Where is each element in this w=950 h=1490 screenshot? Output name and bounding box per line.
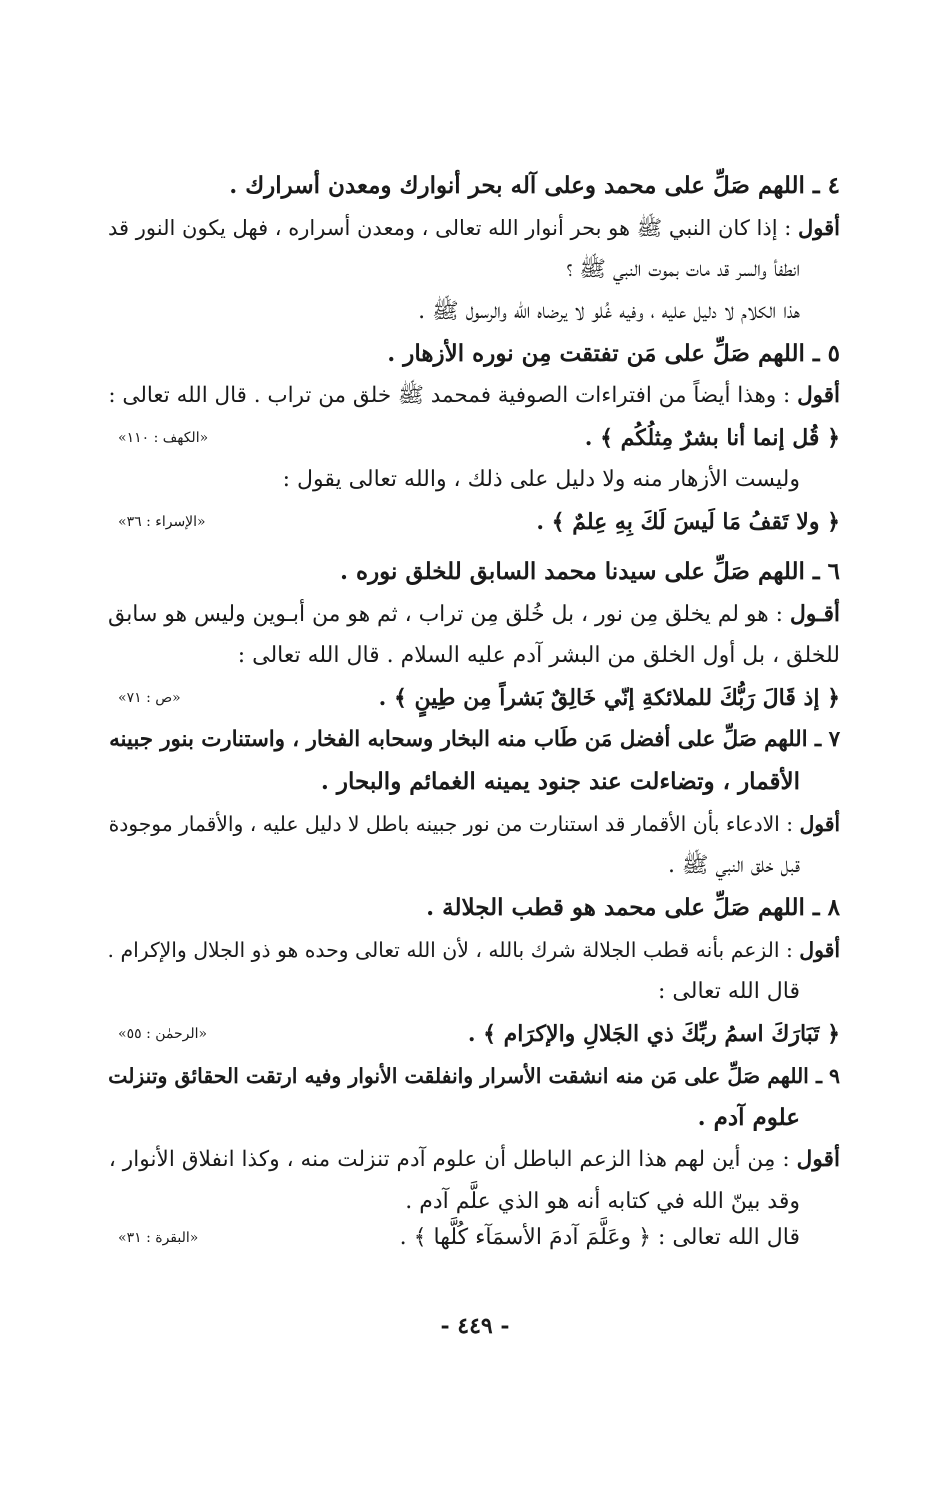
commentary-text: للخلق ، بل أول الخلق من البشر آدم عليه السلام . قال الله تعالى : <box>237 643 840 668</box>
commentary-text: : مِن أين لهم هذا الزعم الباطل أن علوم آدم تنزلت منه ، وكذا انفلاق الأنوار ، <box>108 1147 797 1172</box>
commentary-text: وقد بينّ الله في كتابه أنه هو الذي علَّم آدم . <box>405 1189 800 1214</box>
verse-text: قال الله تعالى : ﴿ وعَلَّمَ آدمَ الأسمَآء كُلَّها ﴾ . <box>399 1225 800 1250</box>
commentary-continuation <box>283 462 800 498</box>
verse-reference: «البقرة : ٣١» <box>118 1230 199 1246</box>
commentary-line <box>108 932 840 968</box>
prayer-heading-text: ٩ ـ اللهم صَلِّ على مَن منه انشقت الأسرار وانفلقت الأنوار وفيه ارتقت الحقائق وتنزلت <box>108 1064 840 1088</box>
commentary-line <box>108 596 840 632</box>
prayer-heading-text: ٨ ـ اللهم صَلِّ على محمد هو قطب الجلالة . <box>426 894 840 921</box>
commentary-text: هذا الكلام لا دليل عليه ، وفيه غُلو لا يرضاه الله والرسول ﷺ . <box>418 299 800 324</box>
aqool-label: أقـول <box>789 601 840 627</box>
commentary-line <box>108 210 840 246</box>
prayer-heading-text: علوم آدم . <box>697 1104 800 1131</box>
commentary-continuation <box>566 252 800 288</box>
page-number: - ٤٤٩ - <box>440 1313 510 1339</box>
verse-text: ﴿ قُل إنما أنا بشرٌ مِثلُكُم ﴾ . <box>584 425 840 451</box>
prayer-heading-text: ٥ ـ اللهم صَلِّ على مَن تفتقت مِن نوره الأزهار . <box>387 340 840 367</box>
commentary-continuation <box>668 848 800 884</box>
commentary-line <box>109 806 840 842</box>
quran-verse <box>468 1016 840 1052</box>
prayer-heading-9 <box>108 1058 840 1094</box>
prayer-heading-7 <box>109 722 840 758</box>
verse-reference: «الكهف : ١١٠» <box>118 430 209 446</box>
prayer-heading-5 <box>387 336 840 372</box>
verse-reference: «الرحمٰن : ٥٥» <box>118 1026 208 1042</box>
aqool-label: أقول <box>799 812 840 836</box>
aqool-label: أقول <box>797 383 840 408</box>
verse-text: ﴿ تَبَارَكَ اسمُ ربِّكَ ذي الجَلالِ والإكرَام ﴾ . <box>467 1021 840 1047</box>
commentary-text: : هو لم يخلق مِن نور ، بل خُلق مِن تراب ، ثم هو من أبـوين وليس هو سابق <box>108 602 790 627</box>
prayer-heading-8 <box>426 890 840 926</box>
verse-reference: «الإسراء : ٣٦» <box>118 514 206 530</box>
prayer-heading-text: الأقمار ، وتضاءلت عند جنود يمينه الغمائم والبحار . <box>320 768 800 795</box>
prayer-heading-text: ٤ ـ اللهم صَلِّ على محمد وعلى آله بحر أنوارك ومعدن أسرارك . <box>229 172 840 199</box>
quran-verse <box>379 680 840 716</box>
commentary-text: انطفأ والسر قد مات بموت النبي ﷺ ؟ <box>566 257 800 282</box>
prayer-heading-text: ٧ ـ اللهم صَلِّ على أفضل مَن طَاب منه البخار وسحابه الفخار ، واستنارت بنور جبينه <box>109 727 840 752</box>
commentary-text: : إذا كان النبي ﷺ هو بحر أنوار الله تعالى ، ومعدن أسراره ، فهل يكون النور قد <box>108 215 798 240</box>
commentary-text: قبل خلق النبي ﷺ . <box>667 853 800 878</box>
verse-text: ﴿ إذ قَالَ رَبُّكَ للملائكةِ إنّي خَالِقٌ بَشراً مِن طِينٍ ﴾ . <box>378 685 840 711</box>
aqool-label: أقول <box>799 938 840 962</box>
commentary-continuation <box>405 1184 800 1220</box>
commentary-continuation <box>238 638 840 674</box>
prayer-heading-4 <box>229 168 840 204</box>
aqool-label: أقول <box>797 215 840 240</box>
commentary-text: وليست الأزهار منه ولا دليل على ذلك ، والله تعالى يقول : <box>282 467 800 492</box>
commentary-text: : وهذا أيضاً من افتراءات الصوفية فمحمد ﷺ خلق من تراب . قال الله تعالى : <box>108 383 798 408</box>
commentary-text: : الزعم بأنه قطب الجلالة شرك بالله ، لأن الله تعالى وحده هو ذو الجلال والإكرام . <box>107 938 800 962</box>
verse-text: ﴿ ولا تَقفُ مَا لَيسَ لَكَ بِهِ عِلمٌ ﴾ . <box>536 509 840 535</box>
commentary-text: : الادعاء بأن الأقمار قد استنارت من نور جبينه باطل لا دليل عليه ، والأقمار موجودة <box>108 812 800 836</box>
aqool-label: أقول <box>796 1147 840 1172</box>
verse-reference: «ص : ٧١» <box>118 690 181 706</box>
quran-verse <box>585 420 840 456</box>
commentary-continuation <box>658 974 800 1010</box>
commentary-line <box>109 1142 840 1178</box>
prayer-heading-text: ٦ ـ اللهم صَلِّ على سيدنا محمد السابق للخلق نوره . <box>340 558 840 585</box>
commentary-text: قال الله تعالى : <box>658 979 800 1004</box>
commentary-line <box>108 378 840 414</box>
prayer-heading-continuation <box>321 764 800 800</box>
prayer-heading-6 <box>340 554 840 590</box>
prayer-heading-continuation <box>698 1100 800 1136</box>
quran-verse <box>536 504 840 540</box>
commentary-continuation <box>418 294 800 330</box>
quran-verse <box>400 1220 800 1256</box>
